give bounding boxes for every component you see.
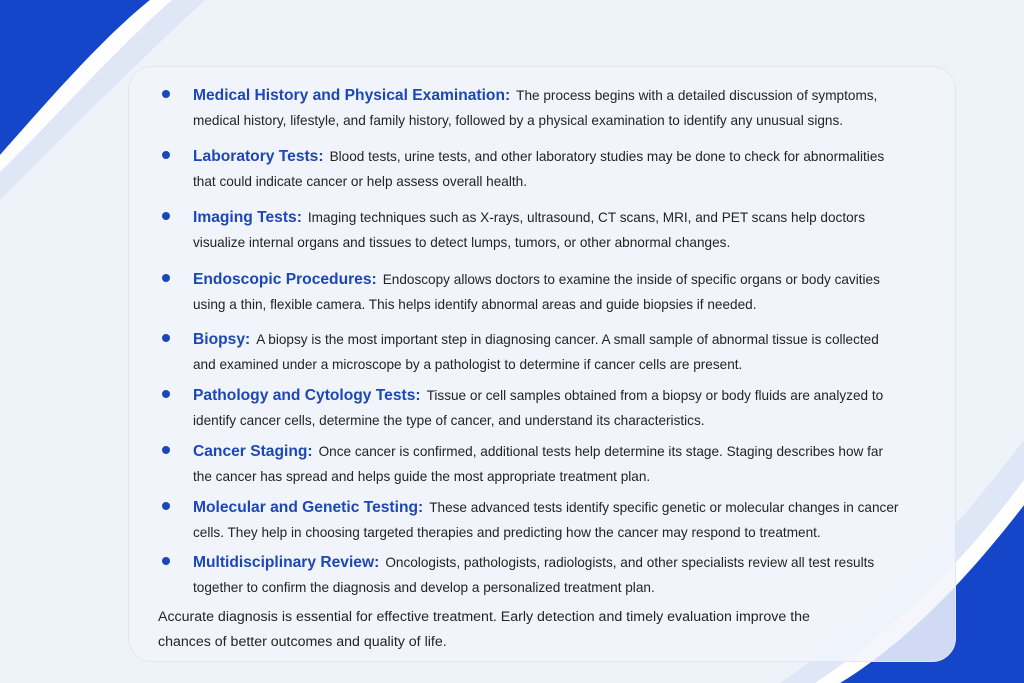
closing-paragraph: Accurate diagnosis is essential for effective treatment. Early detection and timely evaluation improve the chances of better outcomes and quality of life. [158,609,810,650]
list-item-pathology-cytology [160,383,900,433]
item-body: Blood tests, urine tests, and other laboratory studies may be done to check for abnormalities that could indicate cancer or help assess overall health. [193,149,885,189]
item-title: Biopsy: [193,331,251,348]
item-title: Multidisciplinary Review: [193,554,380,571]
list-item-multidisciplinary-review [160,550,900,600]
item-title: Cancer Staging: [193,443,313,460]
list-item-biopsy [160,327,900,377]
item-body: Once cancer is confirmed, additional tests help determine its stage. Staging describes how far the cancer has spread and helps guide the most appropriate treatment plan. [193,444,884,484]
item-body: Imaging techniques such as X-rays, ultrasound, CT scans, MRI, and PET scans help doctors visualize internal organs and tissues to detect lumps, tumors, or other abnormal changes. [193,210,866,250]
bullet-dot-icon [162,390,170,398]
bullet-dot-icon [162,151,170,159]
item-title: Pathology and Cytology Tests: [193,387,421,404]
item-title: Molecular and Genetic Testing: [193,499,424,516]
item-body: Tissue or cell samples obtained from a biopsy or body fluids are analyzed to identify cancer cells, determine the type of cancer, and understand its characteristics. [193,388,884,428]
list-item-laboratory-tests [160,144,900,194]
item-title: Laboratory Tests: [193,148,324,165]
bullet-dot-icon [162,274,170,282]
item-body: The process begins with a detailed discussion of symptoms, medical history, lifestyle, and family history, followed by a physical examination to identify any unusual signs. [193,88,878,128]
list-item-medical-history [160,83,900,133]
list-item-cancer-staging [160,439,900,489]
item-body: Oncologists, pathologists, radiologists, and other specialists review all test results together to confirm the diagnosis and develop a personalized treatment plan. [193,555,875,595]
bullet-dot-icon [162,334,170,342]
item-body: These advanced tests identify specific genetic or molecular changes in cancer cells. They help in choosing targeted therapies and predicting how the cancer may respond to treatment. [193,500,899,540]
list-item-imaging-tests [160,205,900,255]
bullet-dot-icon [162,446,170,454]
list-item-endoscopic-procedures [160,267,900,317]
bullet-dot-icon [162,502,170,510]
item-title: Endoscopic Procedures: [193,271,377,288]
bullet-dot-icon [162,90,170,98]
item-body: Endoscopy allows doctors to examine the inside of specific organs or body cavities using a thin, flexible camera. This helps identify abnormal areas and guide biopsies if needed. [193,272,880,312]
list-item-molecular-genetic [160,495,900,545]
item-body: A biopsy is the most important step in diagnosing cancer. A small sample of abnormal tissue is collected and examined under a microscope by a pathologist to determine if cancer cells are present. [193,332,879,372]
item-title: Imaging Tests: [193,209,302,226]
item-title: Medical History and Physical Examination: [193,87,511,104]
bullet-dot-icon [162,212,170,220]
bullet-dot-icon [162,557,170,565]
